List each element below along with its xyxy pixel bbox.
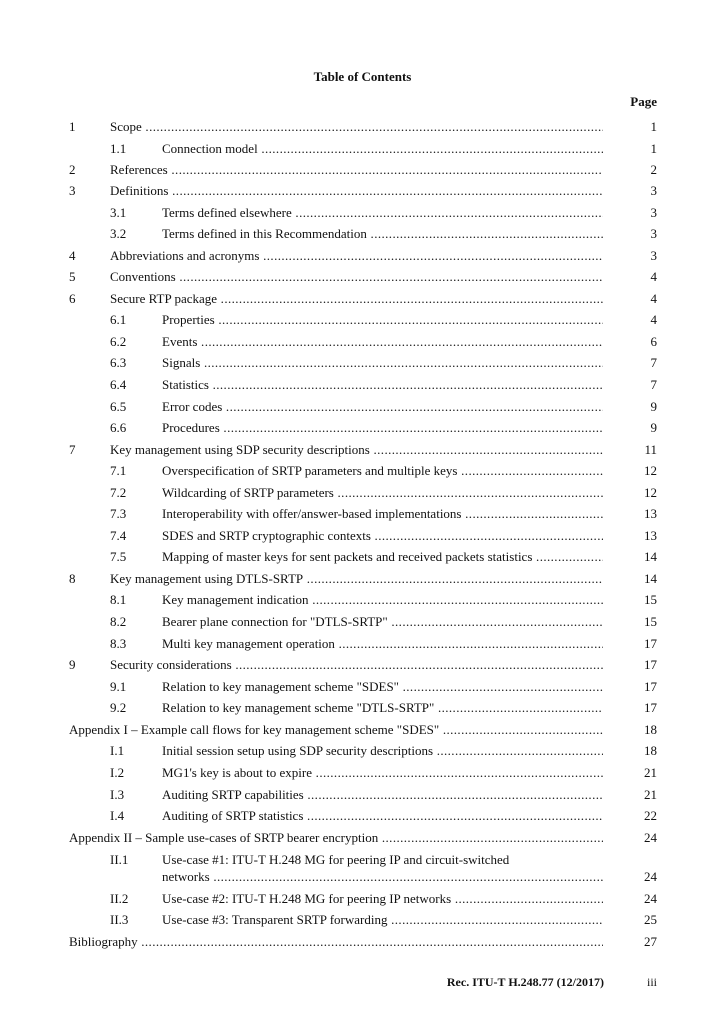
toc-entry-label: Relation to key management scheme "SDES" ..... <box>162 678 603 695</box>
toc-entry[interactable] <box>0 140 725 157</box>
toc-entry-number: 7 <box>69 442 76 457</box>
toc-entry-label: Error codes ..... <box>162 398 603 415</box>
toc-entry-page: 13 <box>644 528 657 543</box>
toc-entry-number: 8.2 <box>110 614 127 629</box>
toc-entry-number: 3 <box>69 183 76 198</box>
toc-entry[interactable] <box>0 721 725 738</box>
toc-entry[interactable] <box>0 829 725 846</box>
toc-entry-label: Use-case #3: Transparent SRTP forwarding ..... <box>162 911 603 928</box>
toc-entry-page: 7 <box>650 377 657 392</box>
toc-entry[interactable] <box>0 118 725 135</box>
toc-entry-number: II.1 <box>110 852 129 867</box>
toc-entry-label: Appendix I – Example call flows for key management scheme "SDES" ..... <box>69 721 603 738</box>
toc-entry-number: 4 <box>69 248 76 263</box>
toc-entry-label: Terms defined elsewhere ..... <box>162 204 603 221</box>
toc-entry-number: I.3 <box>110 787 125 802</box>
toc-entry[interactable] <box>0 505 725 522</box>
toc-entry[interactable] <box>0 268 725 285</box>
toc-entry-number: 5 <box>69 269 76 284</box>
toc-entry-number: 6.5 <box>110 399 127 414</box>
toc-entry-label: Connection model ..... <box>162 140 603 157</box>
toc-entry-label: Wildcarding of SRTP parameters ..... <box>162 484 603 501</box>
toc-entry-label: Events ..... <box>162 333 603 350</box>
toc-entry[interactable] <box>0 484 725 501</box>
toc-entry-page: 25 <box>644 912 657 927</box>
toc-entry-number: 2 <box>69 162 76 177</box>
toc-entry-page: 24 <box>644 891 657 906</box>
toc-entry-label: Key management using DTLS-SRTP ..... <box>110 570 603 587</box>
toc-entry-label: Secure RTP package ..... <box>110 290 603 307</box>
toc-entry-number: 7.1 <box>110 463 127 478</box>
toc-entry[interactable] <box>0 398 725 415</box>
toc-entry-page: 17 <box>644 679 657 694</box>
toc-entry-page: 15 <box>644 592 657 607</box>
toc-entry-number: 6 <box>69 291 76 306</box>
toc-entry-page: 3 <box>650 226 657 241</box>
toc-entry-label: MG1's key is about to expire ..... <box>162 764 603 781</box>
toc-entry[interactable] <box>0 764 725 781</box>
toc-entry[interactable] <box>0 527 725 544</box>
toc-entry-label: Bibliography ..... <box>69 933 603 950</box>
toc-entry-page: 1 <box>650 141 657 156</box>
toc-entry-page: 21 <box>644 787 657 802</box>
toc-entry-page: 18 <box>644 743 657 758</box>
toc-entry-label: Statistics ..... <box>162 376 603 393</box>
toc-entry[interactable] <box>0 786 725 803</box>
toc-entry[interactable] <box>0 678 725 695</box>
toc-entry-page: 24 <box>644 830 657 845</box>
toc-entry-number: 1.1 <box>110 141 127 156</box>
toc-entry-number: 6.4 <box>110 377 127 392</box>
toc-entry-number: 6.2 <box>110 334 127 349</box>
toc-entry[interactable] <box>0 613 725 630</box>
toc-entry-label: Procedures ..... <box>162 419 603 436</box>
toc-entry-label: Abbreviations and acronyms ..... <box>110 247 603 264</box>
toc-entry-page: 12 <box>644 463 657 478</box>
toc-entry[interactable] <box>0 333 725 350</box>
toc-entry[interactable] <box>0 419 725 436</box>
toc-entry[interactable] <box>0 591 725 608</box>
footer-recommendation: Rec. ITU-T H.248.77 (12/2017) <box>446 975 604 989</box>
toc-entry[interactable] <box>0 742 725 759</box>
toc-entry-label: Terms defined in this Recommendation ..... <box>162 225 603 242</box>
toc-entry-label: SDES and SRTP cryptographic contexts ..... <box>162 527 603 544</box>
toc-entry-label: Signals ..... <box>162 354 603 371</box>
toc-entry-page: 9 <box>650 420 657 435</box>
toc-entry-label: Use-case #1: ITU-T H.248 MG for peering IP and circuit-switched <box>162 852 510 867</box>
toc-entry-number: 6.6 <box>110 420 127 435</box>
toc-entry-page: 12 <box>644 485 657 500</box>
toc-entry[interactable] <box>0 247 725 264</box>
toc-entry-number: 3.1 <box>110 205 127 220</box>
toc-entry-label: Multi key management operation ..... <box>162 635 603 652</box>
footer-page-number: iii <box>646 975 657 989</box>
toc-title: Table of Contents <box>313 69 412 84</box>
toc-entry-number: I.1 <box>110 743 125 758</box>
toc-entry-page: 22 <box>644 808 657 823</box>
toc-entry[interactable] <box>0 890 725 907</box>
toc-entry[interactable] <box>0 911 725 928</box>
toc-entry-label: Auditing SRTP capabilities ..... <box>162 786 603 803</box>
toc-entry-page: 27 <box>644 934 657 949</box>
toc-entry-label: Use-case #2: ITU-T H.248 MG for peering IP networks ..... <box>162 890 603 907</box>
toc-entry-number: II.3 <box>110 912 129 927</box>
toc-entry-label: Relation to key management scheme "DTLS-SRTP" ..... <box>162 699 603 716</box>
toc-entry[interactable] <box>0 290 725 307</box>
toc-entry[interactable] <box>0 656 725 673</box>
toc-entry[interactable] <box>0 376 725 393</box>
toc-entry-page: 17 <box>644 636 657 651</box>
toc-entry-number: I.2 <box>110 765 125 780</box>
toc-entry[interactable] <box>0 570 725 587</box>
toc-entry-number: 3.2 <box>110 226 127 241</box>
toc-entry[interactable] <box>0 204 725 221</box>
toc-entry[interactable] <box>0 699 725 716</box>
toc-entry-label: Properties ..... <box>162 311 603 328</box>
toc-entry-page: 18 <box>644 722 657 737</box>
toc-entry-page: 2 <box>650 162 657 177</box>
toc-entry-number: 9 <box>69 657 76 672</box>
toc-entry-label: Definitions ..... <box>110 182 603 199</box>
toc-entry[interactable] <box>0 161 725 178</box>
toc-entry-number: 8 <box>69 571 76 586</box>
toc-entry[interactable] <box>0 933 725 950</box>
toc-entry-page: 17 <box>644 657 657 672</box>
toc-entry-page: 24 <box>644 869 657 884</box>
toc-entry-label: Security considerations ..... <box>110 656 603 673</box>
toc-entry[interactable] <box>0 462 725 479</box>
toc-entry[interactable] <box>0 548 725 565</box>
toc-entry-label: Mapping of master keys for sent packets and received packets statistics ..... <box>162 548 603 565</box>
toc-entry[interactable] <box>0 635 725 652</box>
toc-entry[interactable] <box>0 354 725 371</box>
toc-entry-page: 4 <box>650 269 657 284</box>
toc-entry-label: Overspecification of SRTP parameters and multiple keys ..... <box>162 462 603 479</box>
toc-entry-number: II.2 <box>110 891 129 906</box>
toc-entry-page: 1 <box>650 119 657 134</box>
toc-entry-page: 9 <box>650 399 657 414</box>
toc-entry-label: Initial session setup using SDP security descriptions ..... <box>162 742 603 759</box>
toc-entry[interactable] <box>0 225 725 242</box>
toc-entry-label: References ..... <box>110 161 603 178</box>
toc-entry-label: Conventions ..... <box>110 268 603 285</box>
toc-entry-page: 17 <box>644 700 657 715</box>
toc-entry-page: 7 <box>650 355 657 370</box>
toc-entry-label: Appendix II – Sample use-cases of SRTP bearer encryption ..... <box>69 829 603 846</box>
toc-entry-page: 11 <box>644 442 657 457</box>
toc-entry-page: 6 <box>650 334 657 349</box>
toc-entry-number: 7.3 <box>110 506 127 521</box>
toc-entry-number: 9.1 <box>110 679 127 694</box>
toc-entry-label: Auditing of SRTP statistics ..... <box>162 807 603 824</box>
toc-entry-label: Key management using SDP security descriptions ..... <box>110 441 603 458</box>
toc-entry-label: Bearer plane connection for "DTLS-SRTP" ..... <box>162 613 603 630</box>
toc-entry[interactable] <box>0 807 725 824</box>
toc-entry[interactable] <box>0 441 725 458</box>
toc-entry-label: Scope ..... <box>110 118 603 135</box>
toc-entry-page: 13 <box>644 506 657 521</box>
toc-entry-page: 4 <box>650 291 657 306</box>
toc-entry-page: 14 <box>644 571 657 586</box>
toc-entry-number: 9.2 <box>110 700 127 715</box>
toc-entry-page: 15 <box>644 614 657 629</box>
toc-entry[interactable] <box>0 182 725 199</box>
toc-entry-page: 3 <box>650 248 657 263</box>
toc-entry-number: 6.3 <box>110 355 127 370</box>
toc-entry-page: 21 <box>644 765 657 780</box>
toc-entry-page: 14 <box>644 549 657 564</box>
toc-entry-number: I.4 <box>110 808 125 823</box>
toc-entry[interactable] <box>0 311 725 328</box>
toc-entry-page: 3 <box>650 205 657 220</box>
toc-entry-number: 7.4 <box>110 528 127 543</box>
toc-entry-number: 1 <box>69 119 76 134</box>
toc-entry-number: 7.2 <box>110 485 127 500</box>
page-column-header: Page <box>630 94 657 109</box>
toc-entry-page: 4 <box>650 312 657 327</box>
toc-entry-number: 8.1 <box>110 592 127 607</box>
toc-entry-label-continued: networks ..... <box>162 868 603 885</box>
toc-entry-label: Interoperability with offer/answer-based implementations ..... <box>162 505 603 522</box>
toc-entry[interactable] <box>0 851 725 885</box>
toc-entry-number: 6.1 <box>110 312 127 327</box>
toc-entry-label: Key management indication ..... <box>162 591 603 608</box>
toc-entry-number: 7.5 <box>110 549 127 564</box>
toc-entry-page: 3 <box>650 183 657 198</box>
toc-entry-number: 8.3 <box>110 636 127 651</box>
